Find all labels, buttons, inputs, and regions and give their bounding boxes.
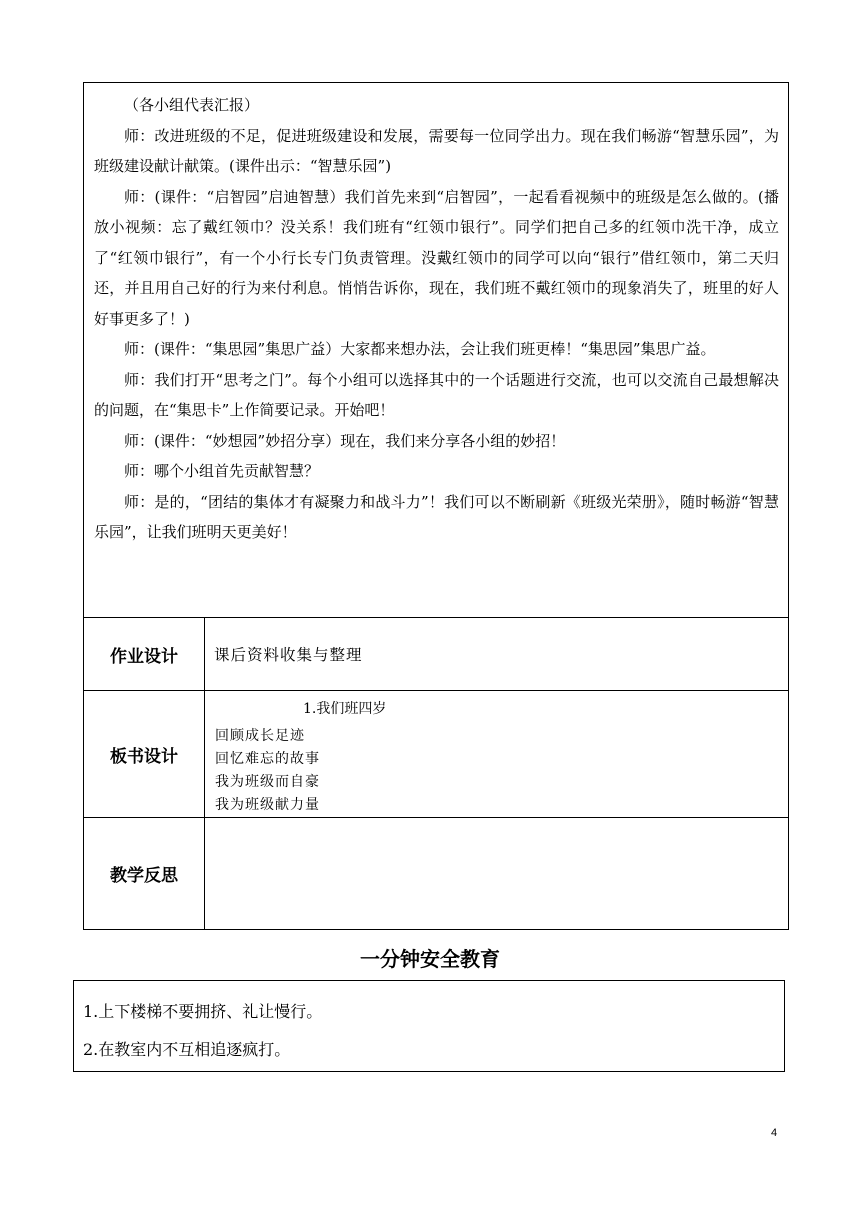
safety-box xyxy=(73,980,785,1072)
process-paragraph: 师：改进班级的不足，促进班级建设和发展，需要每一位同学出力。现在我们畅游“智慧乐园”，为班级建设献计献策。(课件出示：“智慧乐园”) xyxy=(94,126,779,175)
reflection-content xyxy=(205,818,789,930)
process-paragraph: 师：是的，“团结的集体才有凝聚力和战斗力”！我们可以不断刷新《班级光荣册》，随时畅游“智慧乐园”，让我们班明天更美好！ xyxy=(94,492,779,541)
board-design-content xyxy=(205,691,789,818)
homework-label: 作业设计 xyxy=(84,618,205,691)
lesson-plan-table xyxy=(83,82,789,930)
page-number: 4 xyxy=(771,1127,778,1139)
process-row xyxy=(84,83,789,618)
board-line: 回顾成长足迹 xyxy=(215,728,305,744)
homework-content: 课后资料收集与整理 xyxy=(205,618,789,691)
reflection-row xyxy=(84,818,789,930)
safety-title: 一分钟安全教育 xyxy=(360,947,500,971)
board-line: 我为班级献力量 xyxy=(215,797,320,813)
process-paragraph: 师：我们打开“思考之门”。每个小组可以选择其中的一个话题进行交流，也可以交流自己最想解决的问题，在“集思卡”上作简要记录。开始吧！ xyxy=(94,370,779,419)
process-paragraph: 师：(课件：“集思园”集思广益）大家都来想办法，会让我们班更棒！“集思园”集思广益。 xyxy=(124,340,716,358)
process-paragraph: 师：(课件：“妙想园”妙招分享）现在，我们来分享各小组的妙招！ xyxy=(124,431,566,450)
process-paragraph: （各小组代表汇报） xyxy=(124,96,260,114)
process-paragraph: 师：(课件：“启智园”启迪智慧）我们首先来到“启智园”，一起看看视频中的班级是怎么做的。(播放小视频：忘了戴红领巾？没关系！我们班有“红领巾银行”。同学们把自己多的红领巾洗干净，成立了“红领巾银行”，有一个小行长专门负责管理。没戴红领巾的同学可以向“银行”借红领巾，第二天归还，并且用自己好的行为来付利息。悄悄告诉你，现在，我们班不戴红领巾的现象消失了，班里的好人好事更多了！) xyxy=(94,187,779,328)
board-line: 我为班级而自豪 xyxy=(215,774,320,790)
safety-item: 1.上下楼梯不要拥挤、礼让慢行。 xyxy=(83,1002,323,1021)
safety-item: 2.在教室内不互相追逐疯打。 xyxy=(83,1040,291,1059)
homework-row xyxy=(84,618,789,691)
teaching-process-cell xyxy=(84,83,789,618)
process-paragraph: 师：哪个小组首先贡献智慧？ xyxy=(124,462,320,480)
board-line: 回忆难忘的故事 xyxy=(215,751,320,767)
reflection-label: 教学反思 xyxy=(84,818,205,930)
board-design-label: 板书设计 xyxy=(84,691,205,818)
board-design-row xyxy=(84,691,789,818)
board-title: 1.我们班四岁 xyxy=(303,701,387,717)
